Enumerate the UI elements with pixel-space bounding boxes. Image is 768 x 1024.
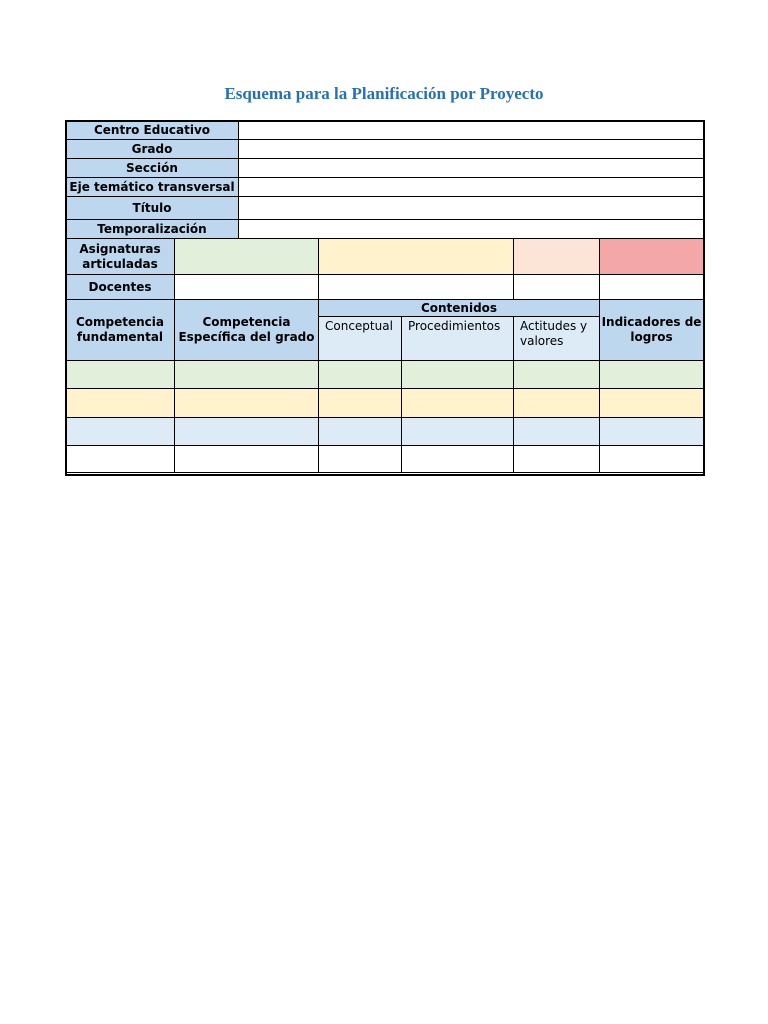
- table-row: [66, 418, 704, 446]
- table-cell[interactable]: [319, 418, 402, 446]
- info-row-eje: [66, 178, 704, 197]
- table-cell[interactable]: [514, 418, 600, 446]
- table-row: [66, 389, 704, 418]
- docente-cell-4[interactable]: [600, 275, 704, 300]
- docente-cell-3[interactable]: [514, 275, 600, 300]
- header-procedimientos: Procedimientos: [402, 317, 514, 361]
- table-cell[interactable]: [175, 418, 319, 446]
- table-row: [66, 446, 704, 473]
- header-competencia-fundamental: Competencia fundamental: [66, 300, 175, 361]
- header-competencia-especifica: Competencia Específica del grado: [175, 300, 319, 361]
- label-asignaturas: Asignaturas articuladas: [66, 239, 175, 275]
- table-cell[interactable]: [402, 418, 514, 446]
- asignatura-cell-1[interactable]: [175, 239, 319, 275]
- label-eje-tematico: Eje temático transversal: [66, 178, 239, 197]
- table-cell[interactable]: [402, 446, 514, 473]
- table-cell[interactable]: [402, 361, 514, 389]
- field-grado[interactable]: [239, 140, 704, 159]
- info-row-seccion: [66, 159, 704, 178]
- asignatura-cell-4[interactable]: [600, 239, 704, 275]
- table-cell[interactable]: [600, 361, 704, 389]
- label-seccion: Sección: [66, 159, 239, 178]
- asignaturas-row: [66, 239, 704, 275]
- field-temporalizacion[interactable]: [239, 220, 704, 239]
- info-row-temporalizacion: [66, 220, 704, 239]
- table-cell[interactable]: [66, 389, 175, 418]
- header-contenidos: Contenidos: [319, 300, 600, 317]
- label-titulo: Título: [66, 197, 239, 220]
- header-row-top: [66, 300, 704, 317]
- table-row: [66, 361, 704, 389]
- table-cell[interactable]: [319, 389, 402, 418]
- header-conceptual: Conceptual: [319, 317, 402, 361]
- label-grado: Grado: [66, 140, 239, 159]
- table-cell[interactable]: [600, 389, 704, 418]
- planning-grid: [65, 238, 704, 473]
- table-cell[interactable]: [514, 446, 600, 473]
- docente-cell-2[interactable]: [319, 275, 514, 300]
- table-cell[interactable]: [66, 418, 175, 446]
- table-cell[interactable]: [175, 389, 319, 418]
- table-cell[interactable]: [600, 446, 704, 473]
- label-temporalizacion: Temporalización: [66, 220, 239, 239]
- docentes-row: [66, 275, 704, 300]
- info-row-titulo: [66, 197, 704, 220]
- info-row-centro: [66, 121, 704, 140]
- page-title: Esquema para la Planificación por Proyecto: [224, 84, 544, 103]
- header-indicadores: Indicadores de logros: [600, 300, 704, 361]
- field-centro-educativo[interactable]: [239, 121, 704, 140]
- field-titulo[interactable]: [239, 197, 704, 220]
- table-cell[interactable]: [514, 389, 600, 418]
- table-cell[interactable]: [402, 389, 514, 418]
- table-cell[interactable]: [175, 361, 319, 389]
- asignatura-cell-3[interactable]: [514, 239, 600, 275]
- table-cell[interactable]: [175, 446, 319, 473]
- docente-cell-1[interactable]: [175, 275, 319, 300]
- table-cell[interactable]: [66, 361, 175, 389]
- header-actitudes: Actitudes y valores: [514, 317, 600, 361]
- info-table: [65, 120, 704, 239]
- field-eje-tematico[interactable]: [239, 178, 704, 197]
- label-centro-educativo: Centro Educativo: [66, 121, 239, 140]
- table-cell[interactable]: [66, 446, 175, 473]
- table-cell[interactable]: [319, 446, 402, 473]
- table-cell[interactable]: [600, 418, 704, 446]
- field-seccion[interactable]: [239, 159, 704, 178]
- info-row-grado: [66, 140, 704, 159]
- asignatura-cell-2[interactable]: [319, 239, 514, 275]
- table-cell[interactable]: [319, 361, 402, 389]
- table-cell[interactable]: [514, 361, 600, 389]
- label-docentes: Docentes: [66, 275, 175, 300]
